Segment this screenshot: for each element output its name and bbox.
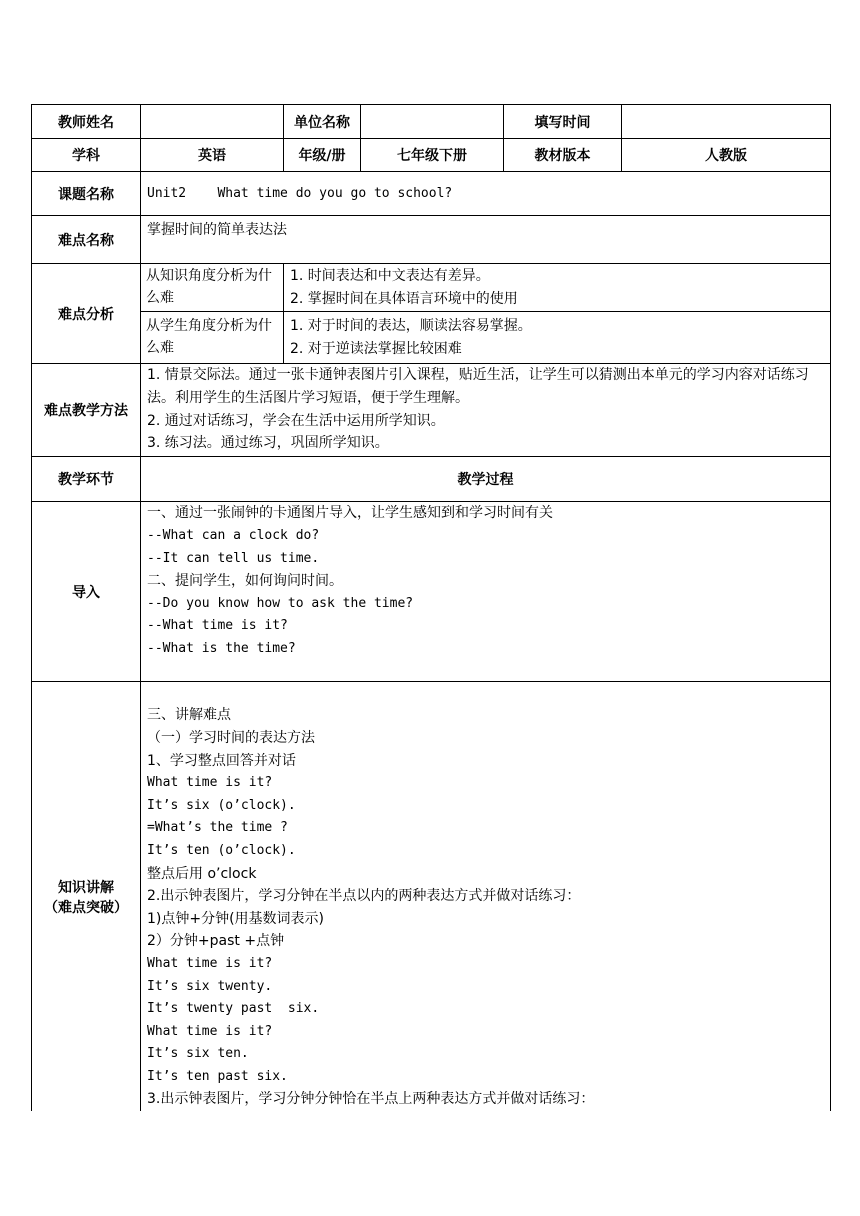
analysis-row-knowledge [32, 264, 831, 312]
knowledge-line: （一）学习时间的表达方法 [147, 729, 315, 746]
knowledge-line: 3.出示钟表图片，学习分钟分钟恰在半点上两种表达方式并做对话练习： [147, 1091, 595, 1108]
knowledge-line: 1)点钟+分钟(用基数词表示) [147, 910, 325, 927]
knowledge-label-line1: 知识讲解 [58, 879, 114, 896]
intro-line: --Do you know how to ask the time? [147, 595, 414, 611]
knowledge-angle-points [284, 264, 831, 312]
knowledge-line: 整点后用 o’clock [147, 865, 257, 882]
methods-label: 难点教学方法 [32, 364, 141, 457]
knowledge-line: What time is it? [147, 775, 273, 791]
knowledge-label [32, 682, 141, 1111]
knowledge-line: It’s ten past six. [147, 1068, 288, 1084]
teacher-name-label: 教师姓名 [32, 105, 141, 139]
intro-content [141, 502, 831, 682]
knowledge-line: 1、学习整点回答并对话 [147, 752, 296, 769]
knowledge-line: It’s six ten. [147, 1046, 249, 1062]
subject-label: 学科 [32, 139, 141, 172]
knowledge-line: It’s six (o’clock). [147, 797, 296, 813]
header-row-1 [32, 105, 831, 139]
method-item: 3. 练习法。通过练习，巩固所学知识。 [147, 435, 389, 452]
header-row-2 [32, 139, 831, 172]
knowledge-line: What time is it? [147, 955, 273, 971]
knowledge-line: 2）分钟+past +点钟 [147, 933, 285, 950]
knowledge-point: 1. 时间表达和中文表达有差异。 [290, 268, 490, 284]
student-angle-points [284, 312, 831, 364]
fill-date-value [622, 105, 831, 139]
knowledge-row [32, 682, 831, 1111]
analysis-label: 难点分析 [32, 264, 141, 364]
edition-label: 教材版本 [504, 139, 622, 172]
intro-line: 二、提问学生，如何询问时间。 [147, 573, 343, 590]
knowledge-line: 2.出示钟表图片，学习分钟在半点以内的两种表达方式并做对话练习： [147, 888, 581, 905]
intro-line: --What can a clock do? [147, 527, 320, 543]
student-point: 2. 对于逆读法掌握比较困难 [290, 340, 462, 357]
lesson-title-label: 课题名称 [32, 172, 141, 216]
intro-row [32, 502, 831, 682]
subject-value: 英语 [141, 139, 284, 172]
method-item: 1. 情景交际法。通过一张卡通钟表图片引入课程，贴近生活，让学生可以猜测出本单元的学习内容对话练习法。利用学生的生活图片学习短语，便于学生理解。 [147, 367, 809, 406]
teacher-name-value [141, 105, 284, 139]
student-angle-label: 从学生角度分析为什么难 [141, 312, 284, 364]
intro-line: 一、通过一张闹钟的卡通图片导入，让学生感知到和学习时间有关 [147, 505, 553, 522]
knowledge-point: 2. 掌握时间在具体语言环境中的使用 [290, 290, 518, 307]
unit-name-value [361, 105, 504, 139]
knowledge-line: What time is it? [147, 1023, 273, 1039]
knowledge-line: It’s six twenty. [147, 978, 273, 994]
knowledge-label-line2: （难点突破） [44, 899, 128, 916]
process-header-label: 教学过程 [141, 457, 831, 502]
grade-value: 七年级下册 [361, 139, 504, 172]
lesson-title-row [32, 172, 831, 216]
difficulty-row [32, 216, 831, 264]
intro-label: 导入 [32, 502, 141, 682]
methods-row [32, 364, 831, 457]
method-item: 2. 通过对话练习，学会在生活中运用所学知识。 [147, 412, 445, 429]
intro-line: --It can tell us time. [147, 550, 320, 566]
difficulty-value: 掌握时间的简单表达法 [141, 216, 831, 264]
difficulty-label: 难点名称 [32, 216, 141, 264]
intro-line: --What is the time? [147, 640, 296, 656]
edition-value: 人教版 [622, 139, 831, 172]
knowledge-angle-label: 从知识角度分析为什么难 [141, 264, 284, 312]
knowledge-line: It’s twenty past six. [147, 1001, 320, 1017]
unit-name-label: 单位名称 [284, 105, 361, 139]
process-header-row [32, 457, 831, 502]
student-point: 1. 对于时间的表达，顺读法容易掌握。 [290, 318, 532, 335]
knowledge-content [141, 682, 831, 1111]
analysis-row-student [32, 312, 831, 364]
knowledge-line: =What’s the time ? [147, 820, 288, 836]
stage-header-label: 教学环节 [32, 457, 141, 502]
lesson-plan-table [31, 104, 830, 1111]
lesson-title-value: Unit2 What time do you go to school? [141, 172, 831, 216]
knowledge-line: 三、讲解难点 [147, 707, 231, 724]
grade-label: 年级/册 [284, 139, 361, 172]
knowledge-line: It’s ten (o’clock). [147, 842, 296, 858]
fill-date-label: 填写时间 [504, 105, 622, 139]
intro-line: --What time is it? [147, 618, 288, 634]
methods-content [141, 364, 831, 457]
